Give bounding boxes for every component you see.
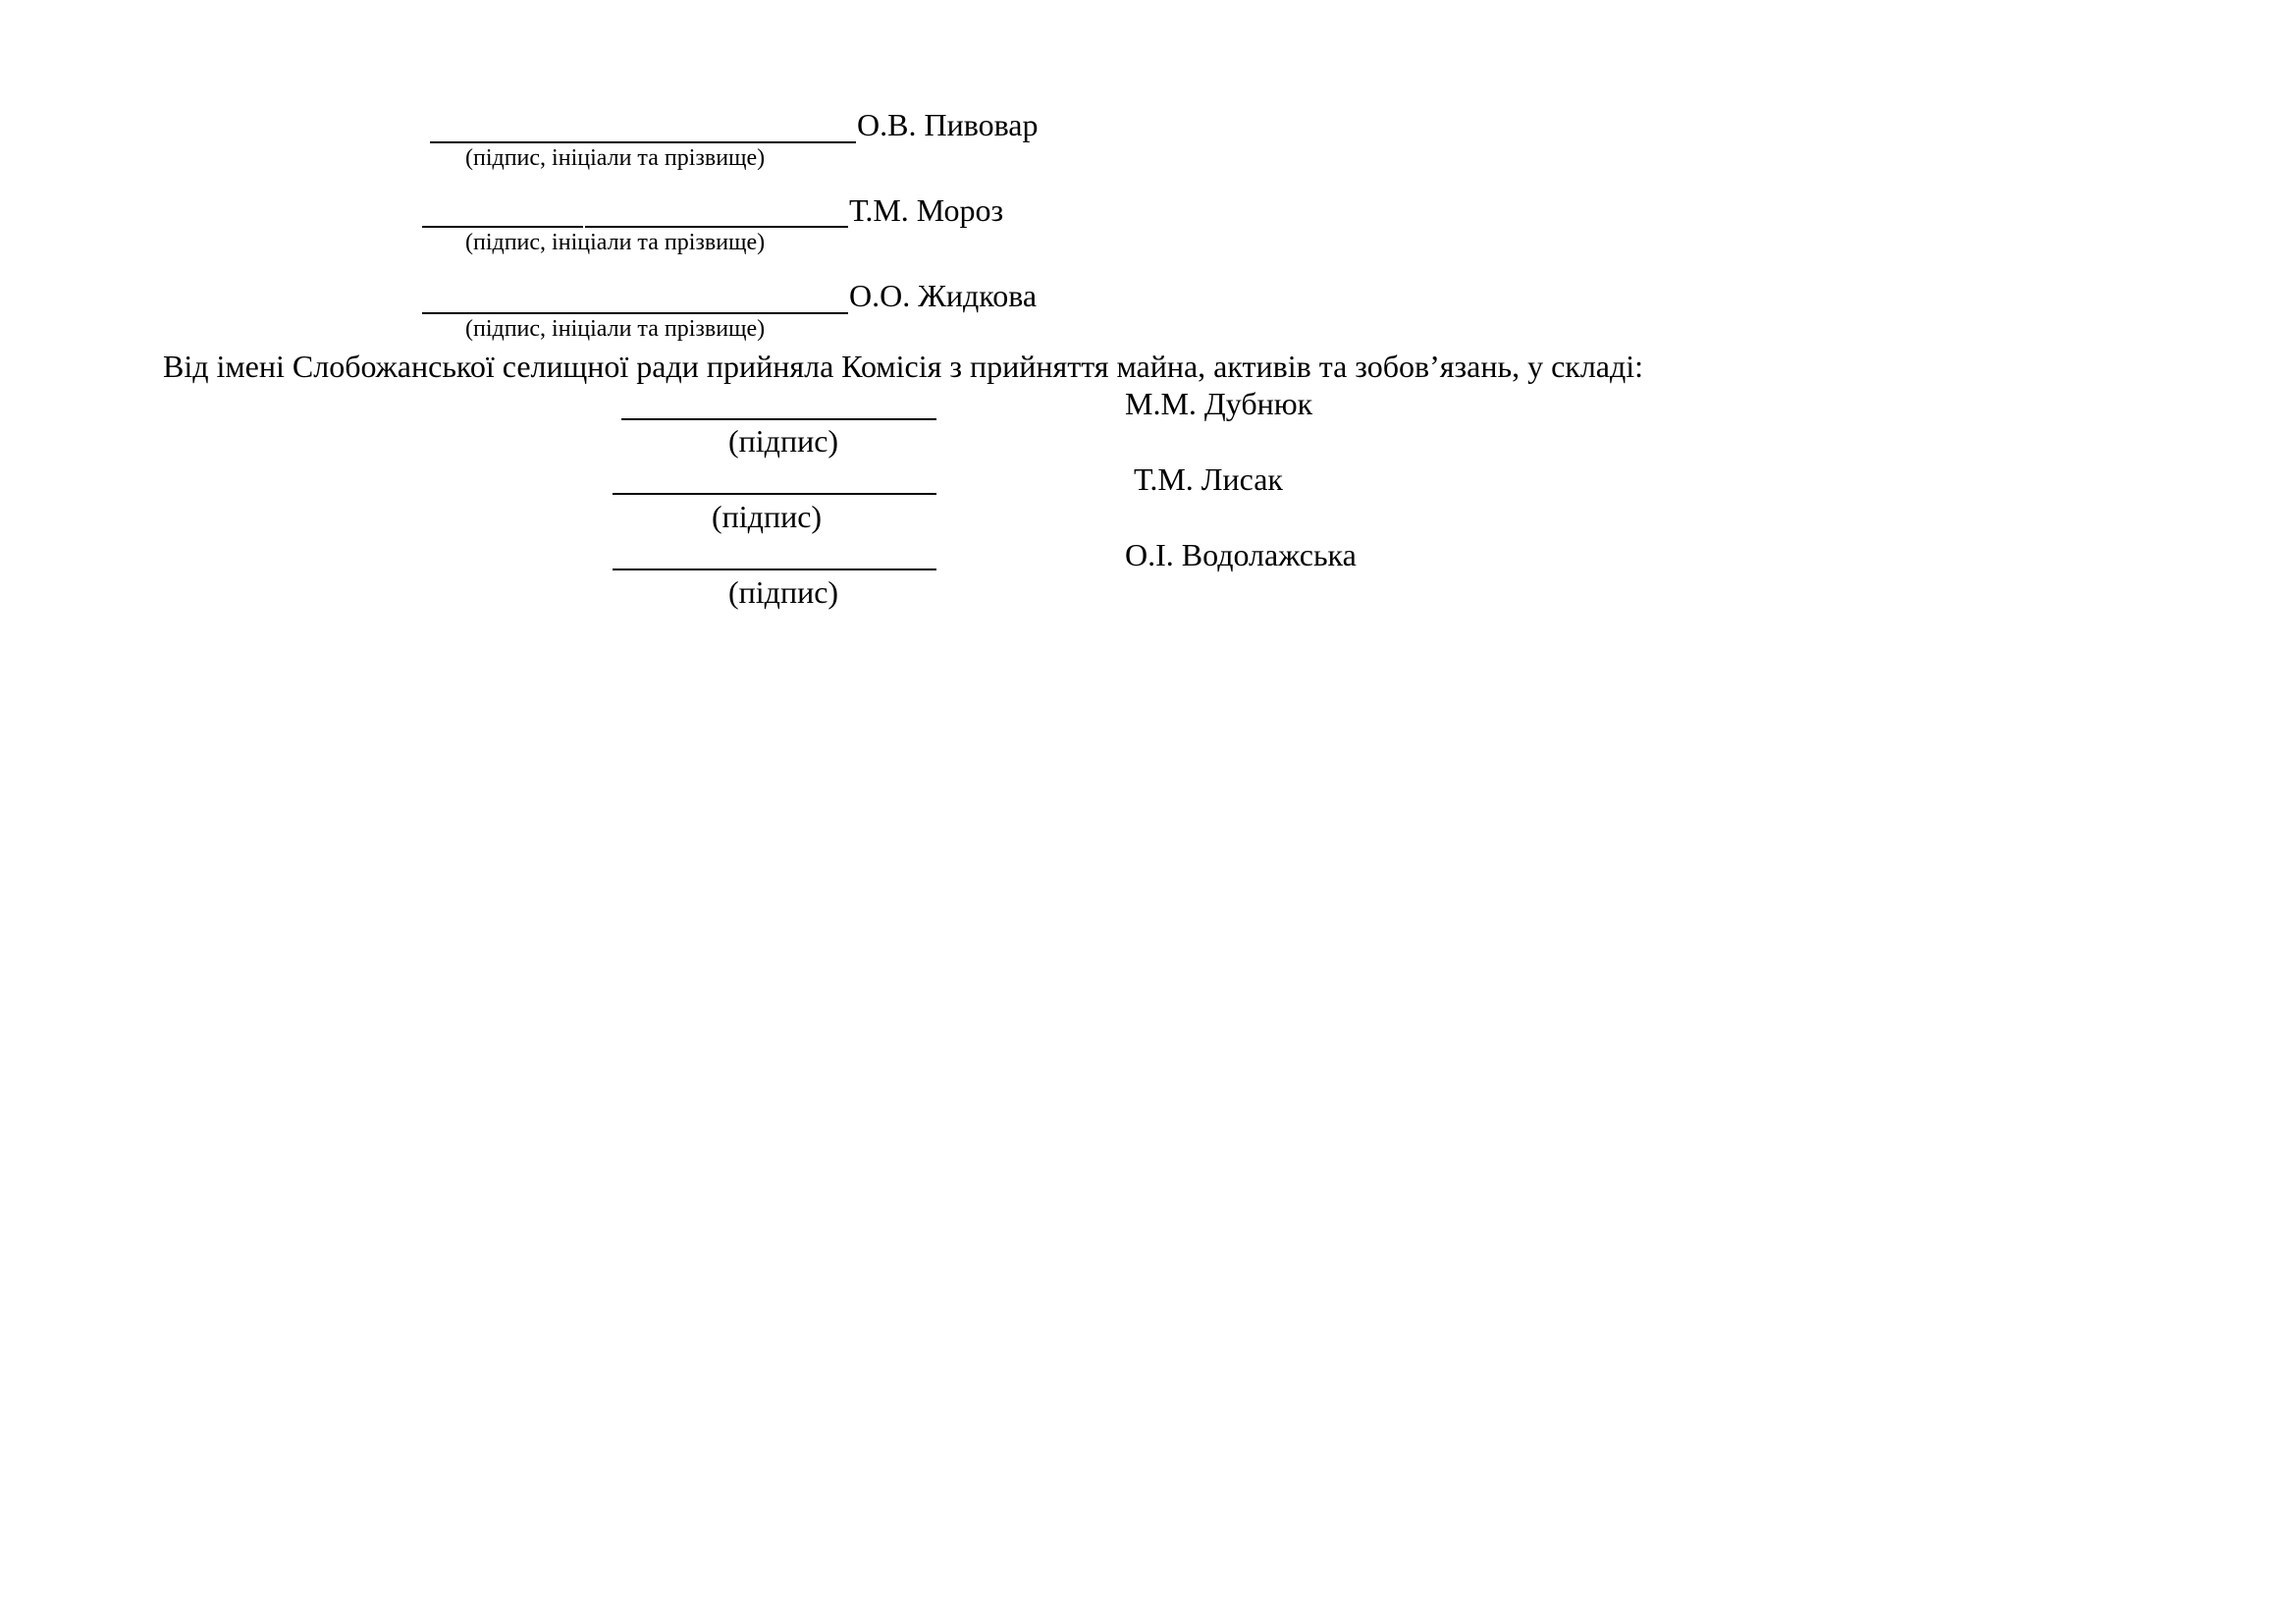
commission-member-name: О.І. Водолажська xyxy=(1125,537,1357,572)
signer-name: О.В. Пивовар xyxy=(857,107,1039,142)
signature-line xyxy=(621,418,936,420)
signature-line xyxy=(613,493,936,495)
signature-caption: (підпис) xyxy=(728,423,839,459)
signer-name: О.О. Жидкова xyxy=(849,278,1038,313)
signature-caption: (підпис, ініціали та прізвище) xyxy=(465,145,766,171)
signature-caption: (підпис) xyxy=(712,499,823,534)
signer-name: Т.М. Мороз xyxy=(849,192,1004,228)
signature-line xyxy=(613,568,936,570)
signature-caption: (підпис, ініціали та прізвище) xyxy=(465,230,766,255)
commission-intro: Від імені Слобожанської селищної ради прийняла Комісія з прийняття майна, активів та зобов’язань, у складі: xyxy=(163,349,1644,384)
signature-line xyxy=(422,226,583,228)
commission-member-name: Т.М. Лисак xyxy=(1134,461,1283,497)
signature-line xyxy=(430,141,856,143)
signature-line xyxy=(422,312,848,314)
signature-caption: (підпис, ініціали та прізвище) xyxy=(465,316,766,342)
signature-caption: (підпис) xyxy=(728,574,839,610)
commission-member-name: М.М. Дубнюк xyxy=(1125,386,1313,421)
signature-line xyxy=(585,226,848,228)
